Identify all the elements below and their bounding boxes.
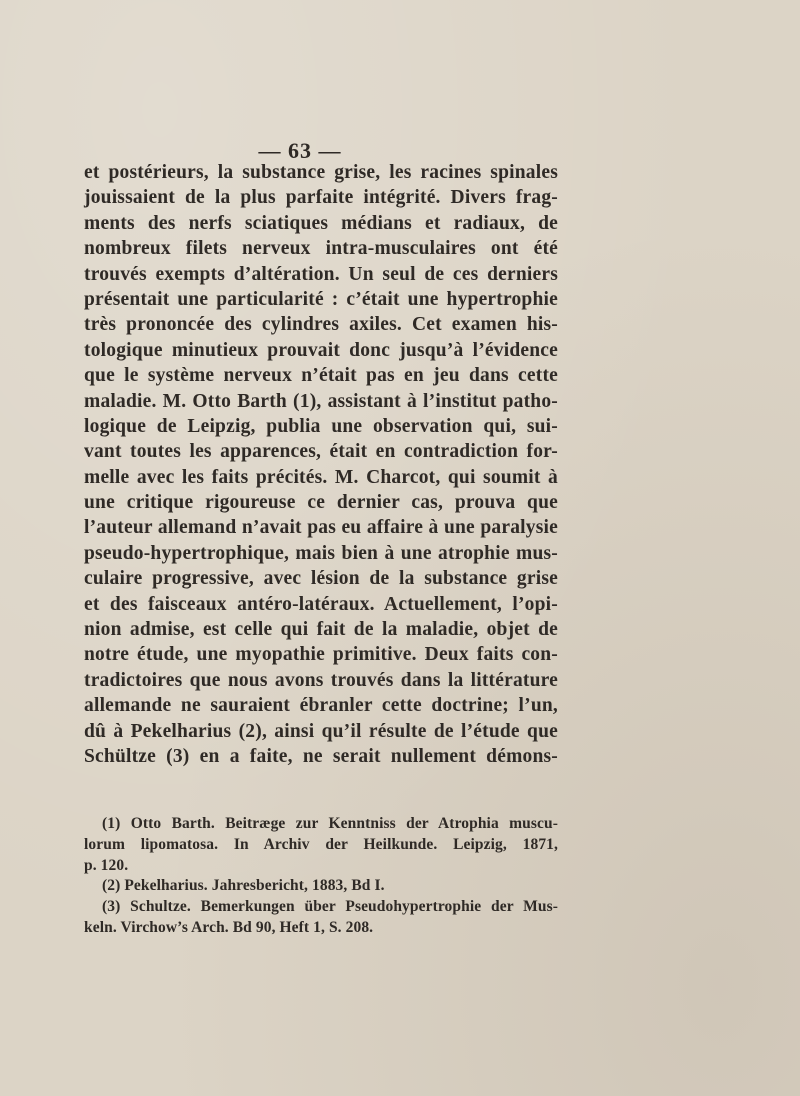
text-line: une critique rigoureuse ce dernier cas, prouva que — [84, 492, 558, 514]
text-line: ments des nerfs sciatiques médians et radiaux, de — [84, 212, 558, 234]
text-line: notre étude, une myopathie primitive. Deux faits con- — [84, 644, 558, 666]
text-line: culaire progressive, avec lésion de la substance grise — [84, 568, 558, 590]
text-line: très prononcée des cylindres axiles. Cet examen his- — [84, 314, 558, 336]
footnote-line: lorum lipomatosa. In Archiv der Heilkunde. Leipzig, 1871, — [84, 835, 558, 853]
text-line: pseudo-hypertrophique, mais bien à une atrophie mus- — [84, 542, 558, 564]
text-line: que le système nerveux n’était pas en jeu dans cette — [84, 365, 558, 387]
footnote-line: p. 120. — [84, 856, 129, 874]
text-line: nion admise, est celle qui fait de la maladie, objet de — [84, 619, 558, 641]
footnote-line: (1) Otto Barth. Beitræge zur Kenntniss der Atrophia muscu- — [102, 815, 558, 832]
text-line: Schültze (3) en a faite, ne serait nullement démons- — [84, 745, 558, 767]
text-line: tologique minutieux prouvait donc jusqu’à l’évidence — [84, 339, 558, 361]
text-line: nombreux filets nerveux intra-musculaires ont été — [84, 238, 558, 260]
text-line: allemande ne sauraient ébranler cette doctrine; l’un, — [84, 695, 558, 717]
footnotes — [84, 814, 558, 939]
text-line: maladie. M. Otto Barth (1), assistant à l’institut patho- — [84, 390, 558, 412]
page-number: — 63 — — [258, 138, 342, 163]
text-line: et des faisceaux antéro-latéraux. Actuellement, l’opi- — [84, 593, 558, 615]
text-line: melle avec les faits précités. M. Charcot, qui soumit à — [84, 466, 558, 488]
text-line: et postérieurs, la substance grise, les racines spinales — [84, 162, 558, 183]
text-line: logique de Leipzig, publia une observation qui, sui- — [84, 415, 558, 437]
text-line: jouissaient de la plus parfaite intégrité. Divers frag- — [84, 187, 558, 209]
text-line: tradictoires que nous avons trouvés dans la littérature — [84, 669, 558, 691]
footnote-line: keln. Virchow’s Arch. Bd 90, Heft 1, S. 208. — [84, 918, 374, 936]
text-line: présentait une particularité : c’était une hypertrophie — [84, 288, 558, 310]
text-line: l’auteur allemand n’avait pas eu affaire à une paralysie — [84, 517, 558, 539]
body-text — [84, 160, 558, 769]
footnote-line: (3) Schultze. Bemerkungen über Pseudohypertrophie der Mus- — [102, 898, 558, 916]
footnote-line: (2) Pekelharius. Jahresbericht, 1883, Bd I. — [102, 877, 385, 895]
text-line: dû à Pekelharius (2), ainsi qu’il résulte de l’étude que — [84, 720, 558, 742]
text-line: trouvés exempts d’altération. Un seul de ces derniers — [84, 263, 558, 285]
text-line: vant toutes les apparences, était en contradiction for- — [84, 441, 558, 463]
